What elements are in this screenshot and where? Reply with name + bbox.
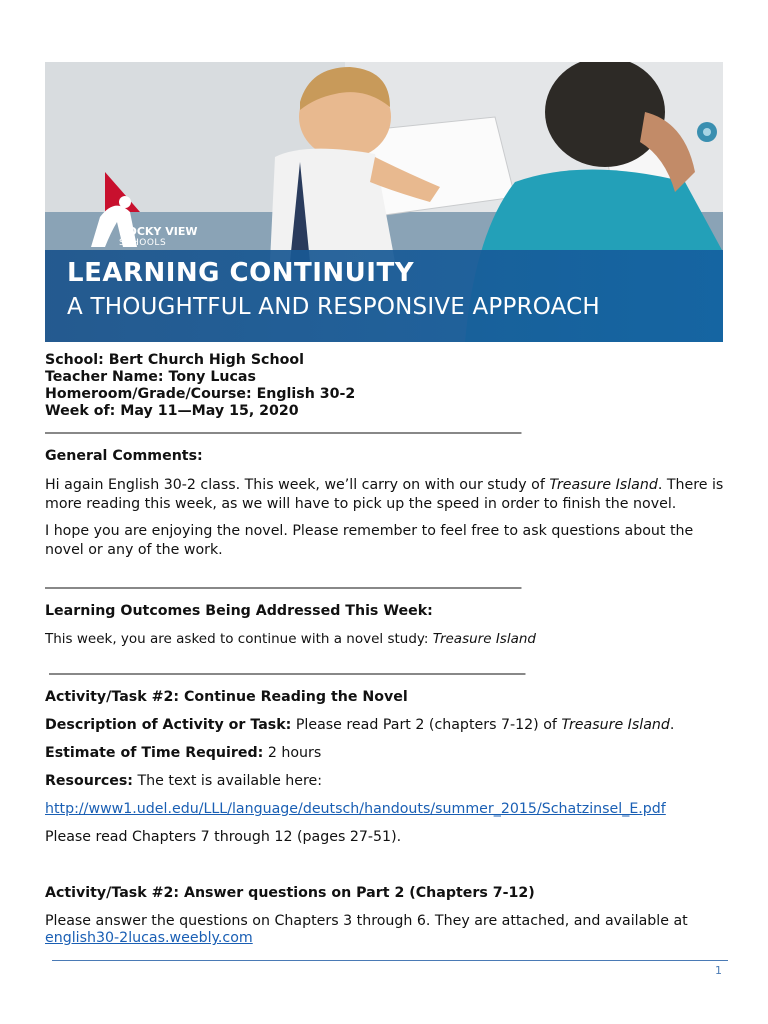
task1-time-label: Estimate of Time Required:	[45, 745, 264, 761]
task1-desc-text-b: .	[669, 717, 675, 733]
outcomes-text-a: This week, you are asked to continue with a novel study:	[45, 631, 433, 647]
task1-description	[45, 717, 725, 734]
task1-resources	[45, 773, 725, 790]
banner-title: LEARNING CONTINUITY	[67, 258, 415, 288]
outcomes-heading: Learning Outcomes Being Addressed This Week:	[45, 603, 433, 619]
general-p1-text-a: Hi again English 30-2 class. This week, we’ll carry on with our study of	[45, 477, 550, 493]
task2-heading: Activity/Task #2: Answer questions on Part 2 (Chapters 7-12)	[45, 885, 535, 901]
course-line: Homeroom/Grade/Course: English 30-2	[45, 386, 356, 402]
general-comments-p1	[45, 476, 725, 514]
teacher-line: Teacher Name: Tony Lucas	[45, 369, 256, 385]
treasure-island-text-link[interactable]: http://www1.udel.edu/LLL/language/deutsch/handouts/summer_2015/Schatzinsel_E.pdf	[45, 801, 666, 817]
general-comments-heading: General Comments:	[45, 448, 203, 464]
task1-time	[45, 745, 725, 762]
weebly-site-link[interactable]: english30-2lucas.weebly.com	[45, 930, 253, 946]
page-number: 1	[715, 964, 722, 977]
logo-name: ROCKY VIEW	[119, 225, 198, 238]
general-p1-title: Treasure Island	[549, 477, 658, 493]
divider: ______________________________________________________________________________	[49, 659, 525, 675]
week-line: Week of: May 11—May 15, 2020	[45, 403, 299, 419]
footer-rule	[52, 960, 728, 961]
task1-desc-label: Description of Activity or Task:	[45, 717, 292, 733]
document-body	[45, 352, 725, 947]
banner-subtitle: A THOUGHTFUL AND RESPONSIVE APPROACH	[67, 294, 600, 320]
school-line: School: Bert Church High School	[45, 352, 304, 368]
general-comments-p2: I hope you are enjoying the novel. Please remember to feel free to ask questions about the novel or any of the work.	[45, 523, 694, 558]
general-p1-text-b: . There is more reading this week, as we will have to pick up the speed in order to finish the novel.	[45, 477, 724, 512]
task1-desc-text-a: Please read Part 2 (chapters 7-12) of	[291, 717, 562, 733]
task1-chapters: Please read Chapters 7 through 12 (pages 27-51).	[45, 829, 402, 845]
outcomes-text	[45, 631, 725, 648]
task1-link-line	[45, 801, 725, 818]
task1-heading: Activity/Task #2: Continue Reading the Novel	[45, 689, 408, 705]
divider: ______________________________________________________________________________	[45, 573, 521, 589]
task1-res-label: Resources:	[45, 773, 133, 789]
task2-text	[45, 913, 725, 947]
task1-res-value: The text is available here:	[133, 773, 323, 789]
divider: ______________________________________________________________________________	[45, 418, 521, 434]
task1-desc-title: Treasure Island	[561, 717, 670, 733]
outcomes-title: Treasure Island	[432, 631, 536, 647]
banner	[45, 62, 723, 342]
logo-subtitle: SCHOOLS	[119, 238, 167, 248]
task1-time-value: 2 hours	[263, 745, 322, 761]
task2-text-a: Please answer the questions on Chapters 3 through 6. They are attached, and available at	[45, 913, 688, 929]
